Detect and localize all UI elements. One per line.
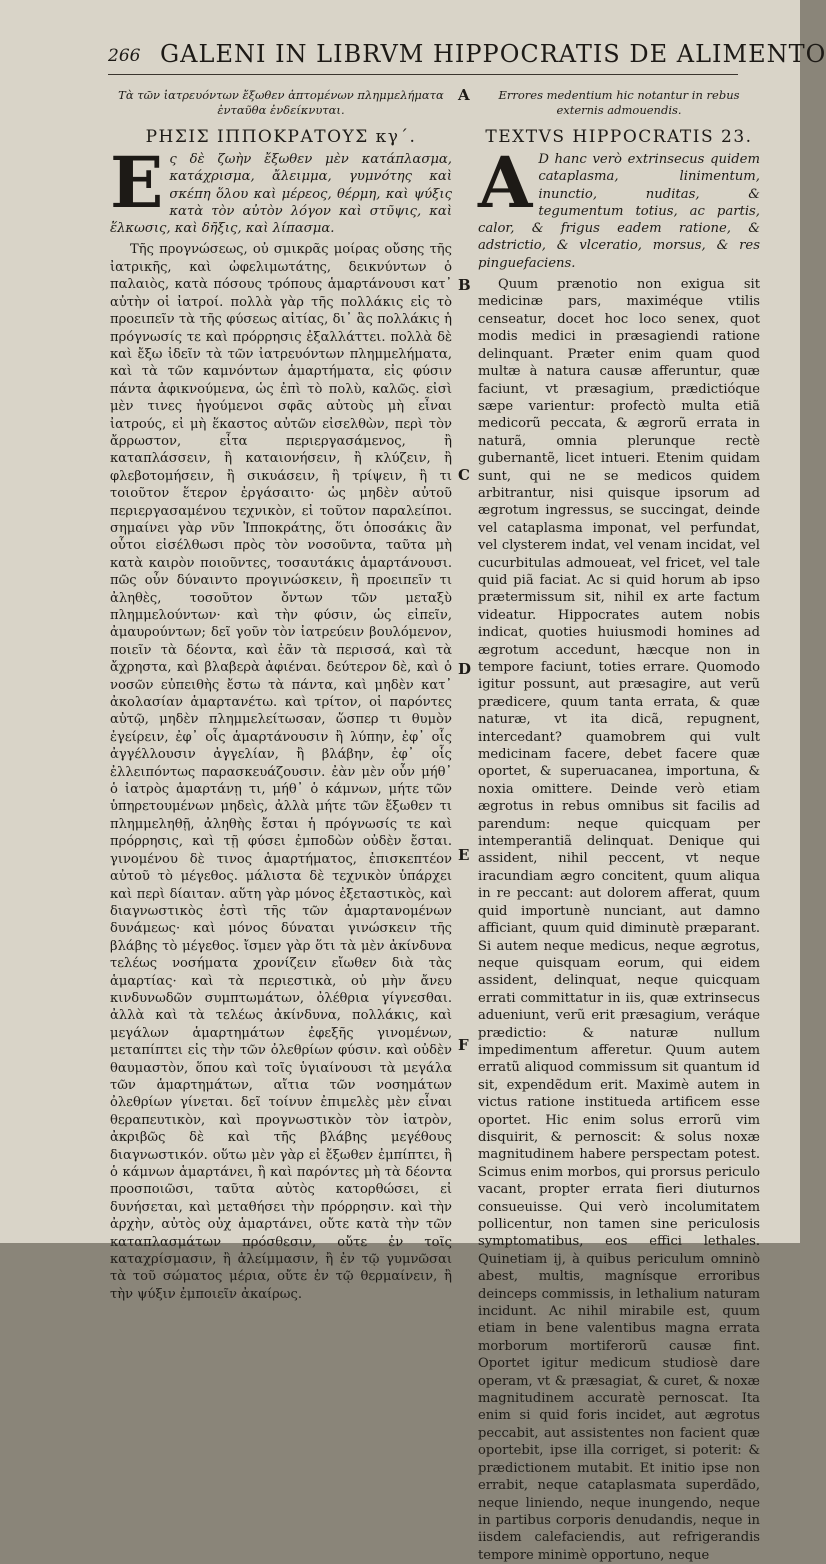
greek-commentary: Τῆς προγνώσεως, οὐ σμικρᾶς μοίρας οὔσης τῆς ἰατρικῆς, καὶ ὠφελιμωτάτης, δεικνύντων ὁ παλαιὸς, κατὰ πόσους τρόπους ἁμαρτάνουσι κατ᾽ αὐτὴν οἱ ἰατροί. πολλὰ γὰρ τῆς πολλάκις εἰς τὸ προειπεῖν τὰ τῆς φύσεως αἰτίας, δι᾽ ἃς πολλάκις ἡ πρόγνωσίς τε καὶ πρόρρησις ἐξαλλάττει. πολλὰ δὲ καὶ ἔξω ἰδεῖν τὰ τῶν ἰατρευόντων πλημμελήματα, καὶ τὰ τῶν καμνόντων ἁμαρτήματα, εἰς φύσιν πάντα ἀφικνούμενα, ὡς ἐπὶ τὸ πολὺ, καλῶς. εἰσὶ μὲν τινες ἡγούμενοι σφᾶς αὐτοὺς μὴ εἶναι ἰατρούς, εἰ μὴ ἕκαστος αὐτῶν εἰσελθὼν, περὶ τὸν ἄρρωστον, εἶτα περιεργασάμενος, ἢ καταπλάσσειν, ἢ καταιονήσειν, ἢ κλύζειν, ἢ φλεβοτομήσειν, ἢ σικυάσειν, ἢ τρίψειν, ἢ τι τοιοῦτον ἕτερον ἐργάσαιτο· ὡς μηδὲν αὐτοῦ περιεργασαμένου τεχνικὸν, εἰ τοῦτον παραλείποι. σημαίνει γὰρ νῦν Ἱπποκράτης, ὅτι ὁποσάκις ἂν οὗτοι εἰσέλθωσι πρὸς τὸν νοσοῦντα, ταῦτα μὴ κατὰ καιρὸν ποιοῦντες, τοσαυτάκις ἁμαρτάνουσι. πῶς οὖν δύναιντο προγινώσκειν, ἢ προειπεῖν τι ἀληθὲς, τοσοῦτον ὄντων τῶν μεταξὺ πλημμελούντων· καὶ τὴν φύσιν, ὡς εἰπεῖν, ἀμαυρούντων; δεῖ γοῦν τὸν ἰατρεύειν βουλόμενον, ποιεῖν τὰ δέοντα, καὶ ἐᾶν τὰ περισσά, καὶ τὰ ἄχρηστα, καὶ βλαβερὰ ἀφιέναι. δεύτερον δὲ, καὶ ὁ νοσῶν εὐπειθὴς ἔστω τὰ πάντα, καὶ μηδὲν κατ᾽ ἀκολασίαν ἁμαρτανέτω. καὶ τρίτον, οἱ παρόντες αὐτῷ, μηδὲν πλημμελείτωσαν, ὥσπερ τι θυμὸν ἐγείρειν, ἐφ᾽ οἷς ἁμαρτάνουσιν ἢ λύπην, ἐφ᾽ οἷς ἀγγέλλουσιν ἀγγελίαν, ἢ βλάβην, ἐφ᾽ οἷς ἐλλειπόντως παρασκευάζουσιν. ἐὰν μὲν οὖν μήθ᾽ ὁ ἰατρὸς ἁμαρτάνῃ τι, μήθ᾽ ὁ κάμνων, μήτε τῶν ὑπηρετουμένων μηδεὶς, ἀλλὰ μήτε τῶν ἔξωθεν τι πλημμεληθῇ, ἀληθὴς ἔσται ἡ πρόγνωσίς τε καὶ πρόρρησις, καὶ τῇ φύσει ἐμποδὼν οὐδὲν ἔσται. γινομένου δὲ τινος ἁμαρτήματος, ἐπισκεπτέον αὐτοῦ τὸ μέγεθος. μάλιστα δὲ τεχνικὸν ὑπάρχει καὶ περὶ δίαιταν. αὕτη γὰρ μόνος ἐξεταστικὸς, καὶ διαγνωστικὸς ἐστὶ τῆς τῶν ἁμαρτανομένων δυνάμεως· καὶ μόνος δύναται γινώσκειν τῆς βλάβης τὸ μέγεθος. ἴσμεν γὰρ ὅτι τὰ μὲν ἀκίνδυνα τελέως νοσήματα χρονίζειν εἴωθεν διὰ τὰς ἁμαρτίας· καὶ τὰ περιεστικὰ, οὐ μὴν ἄνευ κινδυνωδῶν συμπτωμάτων, ὀλέθρια γίγνεσθαι. ἀλλὰ καὶ τὰ τελέως ἀκίνδυνα, πολλάκις, καὶ μεγάλων ἁμαρτημάτων ἐφεξῆς γινομένων, μεταπίπτει εἰς τὴν τῶν ὀλεθρίων φύσιν. καὶ οὐδὲν θαυμαστὸν, ὅπου καὶ τοῖς ὑγιαίνουσι τὰ μεγάλα τῶν ἁμαρτημάτων, αἴτια τῶν νοσημάτων ὀλεθρίων γίνεται. δεῖ τοίνυν ἐπιμελὲς μὲν εἶναι θεραπευτικὸν, καὶ προγνωστικὸν τὸν ἰατρὸν, ἀκριβῶς δὲ καὶ τῆς βλάβης μεγέθους διαγνωστικόν. οὕτω μὲν γὰρ εἰ ἔξωθεν ἐμπίπτει, ἢ ὁ κάμνων ἁμαρτάνει, ἢ καὶ παρόντες μὴ τὰ δέοντα προσποιῶσι, ταῦτα αὐτὸς κατορθώσει, εἰ δυνήσεται, καὶ μεταθήσει τὴν πρόρρησιν. καὶ τὴν ἀρχὴν, αὐτὸς οὐχ ἁμαρτάνει, οὔτε κατὰ τὴν τῶν καταπλασμάτων πρόσθεσιν, οὔτε ἐν τοῖς καταχρίσμασιν, ἢ ἀλείμμασιν, ἢ ἐν τῷ γυμνῶσαι τὰ τοῦ σώματος μέρια, οὔτε ἐν τῷ θερμαίνειν, ἢ τὴν ψύξιν ἐμποιεῖν ἀκαίρως.: [110, 242, 452, 1302]
margin-letter-b: B: [458, 276, 471, 294]
page-number: 266: [108, 46, 141, 66]
latin-lemma-text: D hanc verò extrinsecus quidem cataplasma, linimentum, inunctio, nuditas, & tegumentum totius, ac partis, calor, & frigus eadem ratione, & adstrictio, & vlceratio, morsus, & res pinguefaciens.: [478, 152, 760, 271]
latin-commentary: Quum prænotio non exigua sit medicinæ pars, maximéque vtilis censeatur, docet hoc loco senex, quot modis medici in præsagiendi ratione delinquant. Præter enim quam quod multæ à natura causæ afferuntur, quæ faciunt, vt præsagium, prædictióque sæpe varientur: profectò multa etiã medicorũ peccata, & ægrorũ errata in naturã, omnia plerunque rectè gubernantẽ, licet intueri. Etenim quidam sunt, qui ne se medicos quidem arbitrantur, nisi quisque ipsorum ad ægrotum ingressus, se succingat, deinde vel cataplasma imponat, vel perfundat, vel clysterem indat, vel venam incidat, vel cucurbitulas admoueat, vel fricet, vel tale quid piã faciat. Ac si quid horum ab ipso prætermissum sit, nihil ex arte factum videatur. Hippocrates autem nobis indicat, quoties huiusmodi homines ad ægrotum accedunt, hæcque non in tempore faciunt, toties errare. Quomodo igitur possunt, aut præsagire, aut verũ prædicere, quum tanta errata, & quæ naturæ, vt ita dicã, repugnent, intercedant? quamobrem qui vult medicinam facere, debet facere quæ oportet, & superuacanea, importuna, & noxia omittere. Deinde verò etiam ægrotus in rebus omnibus sit facilis ad parendum: neque quicquam per intemperantiã delinquat. Denique qui assident, nihil peccent, vt neque iracundiam ægro concitent, quum aliqua in re peccant: aut dolorem afferat, quum quid importunè nunciant, aut damno afficiant, quum quid diminutè præparant. Si autem neque medicus, neque ægrotus, neque quisquam eorum, qui eidem assident, delinquat, neque quicquam errati committatur in iis, quæ extrinsecus adueniunt, verũ erit præsagium, veráque prædictio: & naturæ nullum impedimentum afferetur. Quum autem erratũ aliquod commissum sit quantum id sit, expendẽdum erit. Maximè autem in victus ratione institueda artificem esse oportet. Hic enim solus errorũ vim disquirit, & pernoscit: & solus noxæ magnitudinem habere perspectam potest. Scimus enim morbos, qui prorsus periculo vacant, propter errata fieri diuturnos consueuisse. Qui verò incolumitatem pollicentur, non tamen sine periculosis symptomatibus, eos effici lethales. Quinetiam ij, à quibus periculum omninò abest, multis, magnísque erroribus deinceps commissis, in lethalium naturam incidunt. Ac nihil mirabile est, quum etiam in bene valentibus magna errata morborum mortiferorũ causæ fint. Oportet igitur medicum studiosè dare operam, vt & præsagiat, & curet, & noxæ magnitudinem accuratè pernoscat. Ita enim si quid foris incidet, aut ægrotus peccabit, aut assistentes non facient quæ oportebit, ipse illa corriget, si poterit: & prædictionem mutabit. Et initio ipse non errabit, neque cataplasmata superdãdo, neque liniendo, neque inungendo, neque in partibus corporis denudandis, neque in iisdem calefaciendis, aut refrigerandis tempore minimè opportuno, neque: [478, 277, 760, 1563]
greek-margin-note: Τὰ τῶν ἰατρευόντων ἔξωθεν ἁπτομένων πλημμελήματα ἐνταῦθα ἐνδείκνυται.: [118, 88, 444, 117]
header-rule: [108, 74, 738, 75]
latin-margin-note: Errores medentium hic notantur in rebus externis admouendis.: [498, 88, 740, 117]
latin-column: [478, 88, 760, 1563]
margin-letter-c: C: [458, 466, 470, 484]
greek-lemma-text: ς δὲ ζωὴν ἔξωθεν μὲν κατάπλασμα, κατάχρισμα, ἄλειμμα, γυμνότης καὶ σκέπη ὅλου καὶ μέρεος, θέρμη, καὶ ψύξις κατὰ τὸν αὐτὸν λόγον καὶ στῦψις, καὶ ἕλκωσις, καὶ δῆξις, καὶ λίπασμα.: [110, 152, 452, 237]
margin-letter-f: F: [458, 1036, 469, 1054]
running-title: GALENI IN LIBRVM HIPPOCRATIS DE ALIMENTO: [160, 40, 826, 68]
latin-lemma: [478, 141, 760, 272]
latin-heading: TEXTVS HIPPOCRATIS 23.: [485, 127, 753, 147]
greek-lemma: [110, 141, 452, 237]
greek-drop-cap: Ε: [110, 141, 164, 224]
margin-letter-a: A: [458, 86, 470, 104]
greek-column: [110, 88, 452, 1302]
margin-letter-e: E: [458, 846, 470, 864]
latin-drop-cap: A: [478, 141, 533, 224]
greek-heading: ΡΗΣΙΣ ΙΠΠΟΚΡΑΤΟΥΣ κγ΄.: [145, 127, 417, 147]
margin-letter-d: D: [458, 660, 472, 678]
